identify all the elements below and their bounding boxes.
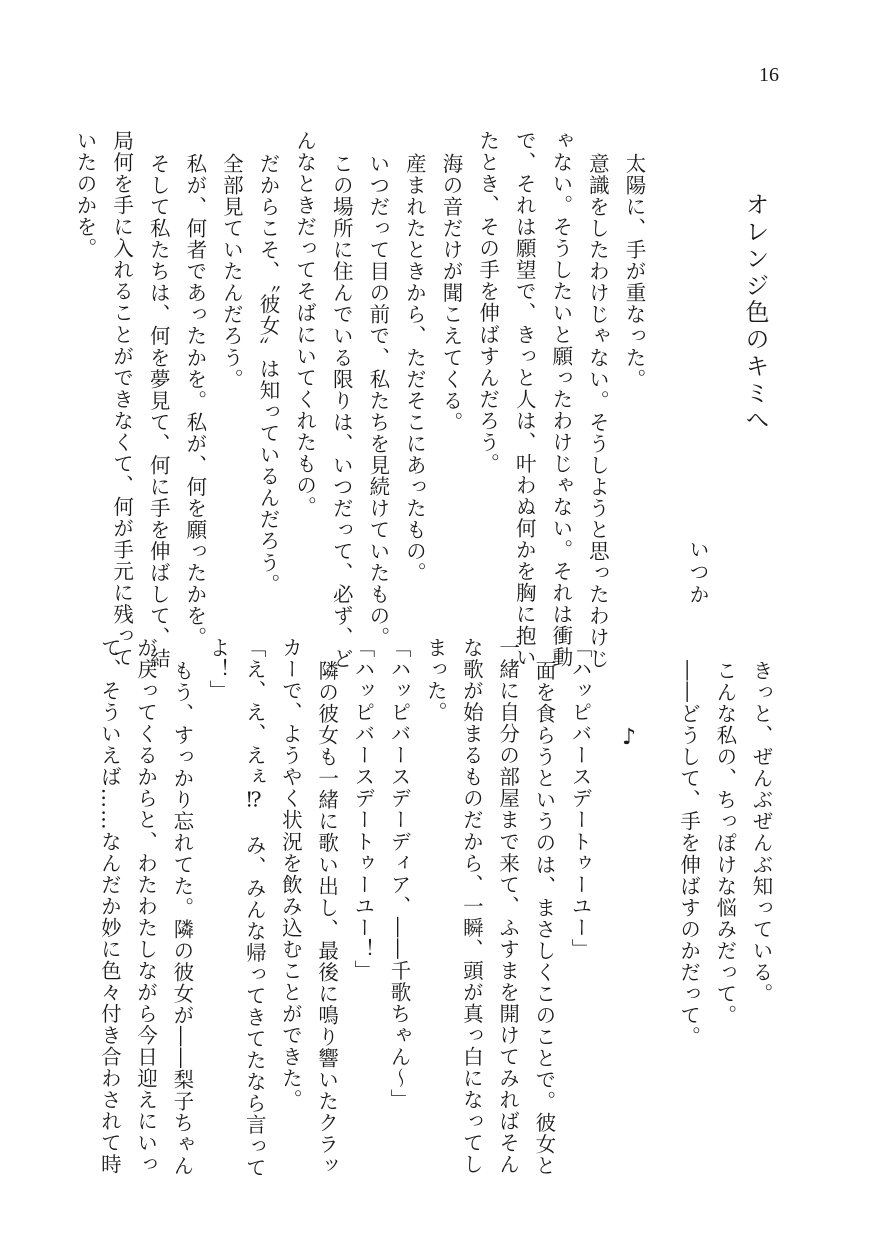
text-column: 「ハッピバースデートゥーユー」 [568, 637, 592, 960]
text-column: 私が、何者であったかを。私が、何を願ったかを。 [182, 153, 207, 649]
text-column: な歌が始まるものだから、一瞬、頭が真っ白になってし [459, 637, 484, 1176]
text-column: こんな私の、ちっぽけな悩みだって。 [712, 660, 737, 1026]
text-column: 「ハッピバースデートゥーユー！」 [350, 637, 375, 982]
text-column: 海の音だけが聞こえてくる。 [439, 153, 463, 433]
text-column: て、そういえば……なんだか妙に色々付き合わされて時 [97, 637, 122, 1176]
story-author: いつか [686, 539, 710, 607]
text-column: 意識をしたわけじゃない。そうしようと思ったわけじ [585, 153, 610, 670]
music-note: ♪ [622, 725, 637, 750]
text-column: 「え、え、えぇ⁉ み、みんな帰ってきてたなら言って [242, 637, 267, 1179]
text-column: カーで、ようやく状況を飲み込むことができた。 [278, 637, 303, 1111]
text-column: 面を食らうというのは、まさしくこのことで。彼女と [531, 660, 556, 1177]
text-column: だからこそ、〝彼女〟は知っているんだろう。 [256, 153, 280, 595]
text-column: そして私たちは、何を夢見て、何に手を伸ばして、結 [146, 153, 171, 670]
text-column: きっと、ぜんぶぜんぶ知っている。 [749, 660, 773, 1005]
text-column: んなときだってそばにいてくれたもの。 [292, 130, 317, 518]
text-column: 隣の彼女も一緒に歌い出し、最後に鳴り響いたクラッ [314, 660, 339, 1177]
text-column: よ！」 [206, 637, 230, 702]
text-column: たとき、その手を伸ばすんだろう。 [475, 130, 500, 475]
text-column: ゃない。そうしたいと願ったわけじゃない。それは衝動 [548, 130, 573, 669]
text-column: 「ハッピバースデーディア、――千歌ちゃん〜」 [387, 637, 411, 1111]
text-column: いつだって目の前で、私たちを見続けていたもの。 [365, 153, 390, 649]
text-column: いたのかを。 [73, 130, 97, 260]
page-number: 16 [759, 64, 779, 86]
text-column: 全部見ていたんだろう。 [219, 153, 244, 390]
story-title: オレンジ色のキミへ [741, 192, 769, 434]
text-column: もう、すっかり忘れてた。隣の彼女が――梨子ちゃん [169, 660, 194, 1177]
text-column: この場所に住んでいる限りは、いつだって、必ず、ど [329, 153, 354, 670]
text-column: が戻ってくるからと、わたわたしながら今日迎えにいっ [133, 637, 158, 1176]
text-column: 局何を手に入れることができなくて、何が手元に残って [109, 130, 134, 669]
text-column: 太陽に、手が重なった。 [622, 153, 646, 390]
text-column: 一緒に自分の部屋まで来て、ふすまを開けてみればそん [495, 637, 520, 1176]
text-column: で、それは願望で、きっと人は、叶わぬ何かを胸に抱い [512, 130, 537, 669]
text-column: 産まれたときから、ただそこにあったもの。 [402, 153, 427, 584]
text-column: まった。 [423, 637, 448, 724]
text-column: ――どうして、手を伸ばすのかだって。 [676, 660, 701, 1048]
